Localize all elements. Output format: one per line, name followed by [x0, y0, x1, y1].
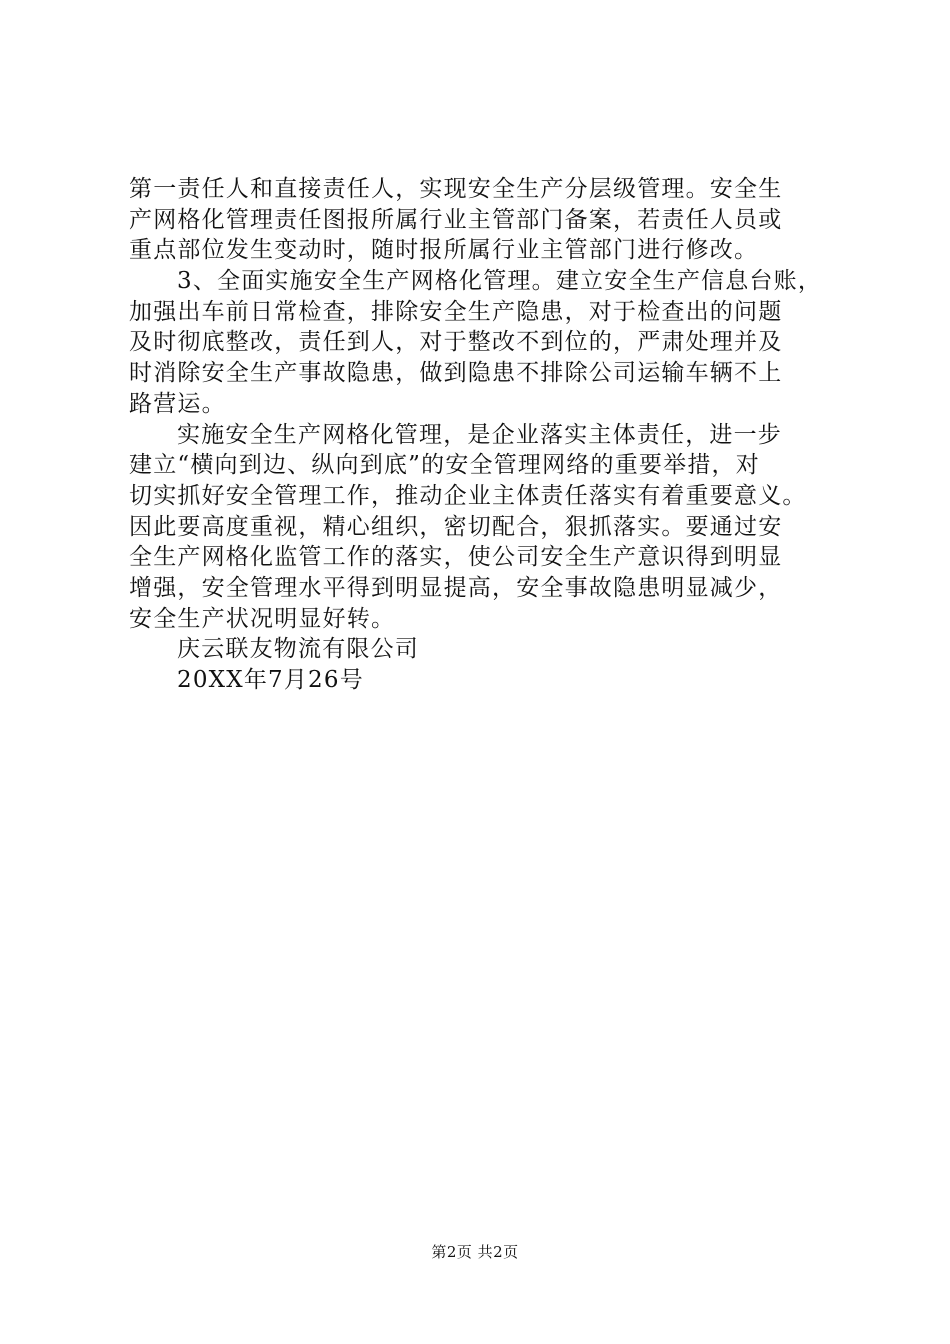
body-line: 第一责任人和直接责任人，实现安全生产分层级管理。安全生 [129, 176, 783, 202]
body-line: 加强出车前日常检查，排除安全生产隐患，对于检查出的问题 [129, 298, 783, 325]
page-number-label: 第2页 共2页 [431, 1243, 519, 1261]
document-date: 20XX年7月26号 [177, 667, 364, 693]
body-line: 实施安全生产网格化管理，是企业落实主体责任，进一步 [177, 421, 782, 448]
body-line: 3、全面实施安全生产网格化管理。建立安全生产信息台账， [177, 268, 823, 295]
body-line: 增强，安全管理水平得到明显提高，安全事故隐患明显减少， [129, 574, 783, 601]
page-footer [0, 1242, 950, 1262]
body-line: 因此要高度重视，精心组织，密切配合，狠抓落实。要通过安 [129, 513, 783, 540]
body-line: 建立“横向到边、纵向到底”的安全管理网络的重要举措，对 [129, 452, 760, 479]
body-line: 安全生产状况明显好转。 [129, 605, 396, 632]
body-line: 重点部位发生变动时，随时报所属行业主管部门进行修改。 [129, 237, 759, 264]
company-signature: 庆云联友物流有限公司 [177, 636, 419, 663]
body-line: 及时彻底整改，责任到人，对于整改不到位的，严肃处理并及 [129, 329, 783, 356]
body-line: 时消除安全生产事故隐患，做到隐患不排除公司运输车辆不上 [129, 360, 783, 387]
body-line: 路营运。 [129, 390, 226, 417]
body-line: 全生产网格化监管工作的落实，使公司安全生产意识得到明显 [129, 544, 783, 571]
body-line: 产网格化管理责任图报所属行业主管部门备案，若责任人员或 [129, 206, 783, 233]
body-line: 切实抓好安全管理工作，推动企业主体责任落实有着重要意义。 [129, 482, 807, 509]
document-body [129, 174, 829, 696]
